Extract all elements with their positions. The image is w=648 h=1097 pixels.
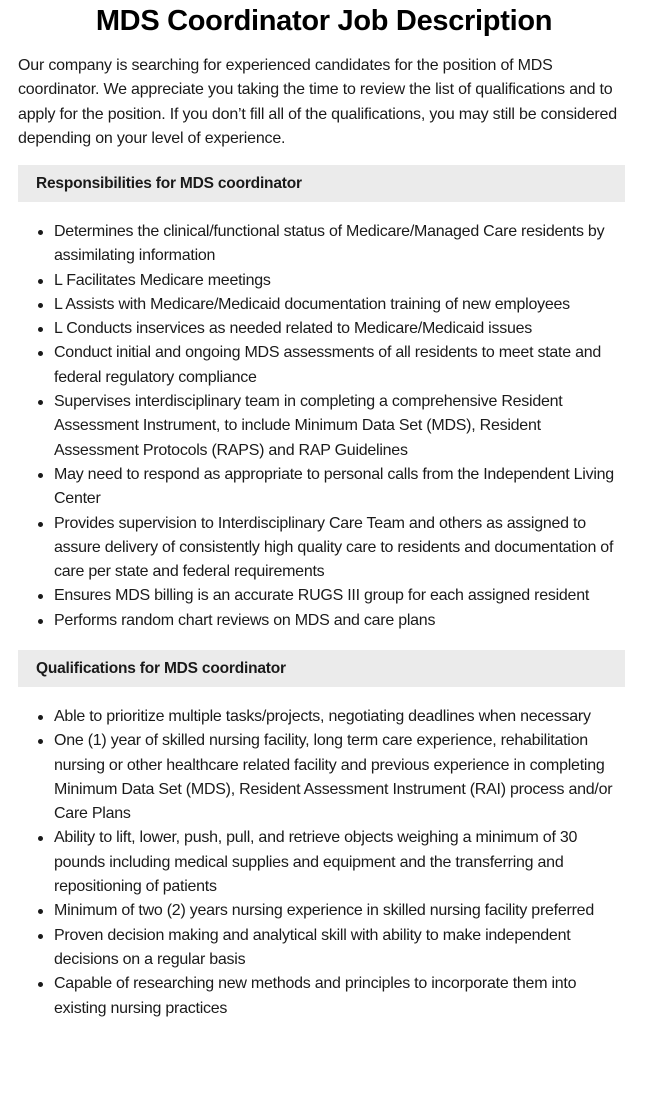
page-title: MDS Coordinator Job Description bbox=[95, 5, 553, 37]
list-item: Provides supervision to Interdisciplinary Care Team and others as assigned to assure delivery of consistently high quality care to residents and documentation of care per state and federal requirements bbox=[18, 512, 628, 585]
list-item: L Facilitates Medicare meetings bbox=[18, 269, 628, 293]
list-item: Supervises interdisciplinary team in completing a comprehensive Resident Assessment Instrument, to include Minimum Data Set (MDS), Resident Assessment Protocols (RAPS) and RAP Guidelines bbox=[18, 390, 628, 463]
qualifications-heading: Qualifications for MDS coordinator bbox=[18, 650, 625, 687]
list-item: Able to prioritize multiple tasks/projects, negotiating deadlines when necessary bbox=[18, 705, 628, 729]
list-item: May need to respond as appropriate to personal calls from the Independent Living Center bbox=[18, 463, 628, 512]
intro-paragraph: Our company is searching for experienced candidates for the position of MDS coordinator. We appreciate you taking the time to review the list of qualifications and to apply for the position. If you don’t fill all of the qualifications, you may still be considered depending on your level of experience. bbox=[18, 57, 617, 148]
qualifications-list bbox=[18, 705, 628, 1021]
list-item: Performs random chart reviews on MDS and care plans bbox=[18, 609, 628, 633]
responsibilities-list bbox=[18, 220, 628, 633]
list-item: Determines the clinical/functional status of Medicare/Managed Care residents by assimilating information bbox=[18, 220, 628, 269]
list-item: Proven decision making and analytical skill with ability to make independent decisions on a regular basis bbox=[18, 924, 628, 973]
list-item: Minimum of two (2) years nursing experience in skilled nursing facility preferred bbox=[18, 899, 628, 923]
list-item: Ability to lift, lower, push, pull, and retrieve objects weighing a minimum of 30 pounds including medical supplies and equipment and the transferring and repositioning of patients bbox=[18, 826, 628, 899]
responsibilities-heading: Responsibilities for MDS coordinator bbox=[18, 165, 625, 202]
list-item: Conduct initial and ongoing MDS assessments of all residents to meet state and federal regulatory compliance bbox=[18, 341, 628, 390]
list-item: Capable of researching new methods and principles to incorporate them into existing nursing practices bbox=[18, 972, 628, 1021]
list-item: Ensures MDS billing is an accurate RUGS III group for each assigned resident bbox=[18, 584, 628, 608]
list-item: One (1) year of skilled nursing facility, long term care experience, rehabilitation nursing or other healthcare related facility and previous experience in completing Minimum Data Set (MDS), Resident Assessment Instrument (RAI) process and/or Care Plans bbox=[18, 729, 628, 826]
list-item: L Conducts inservices as needed related to Medicare/Medicaid issues bbox=[18, 317, 628, 341]
list-item: L Assists with Medicare/Medicaid documentation training of new employees bbox=[18, 293, 628, 317]
